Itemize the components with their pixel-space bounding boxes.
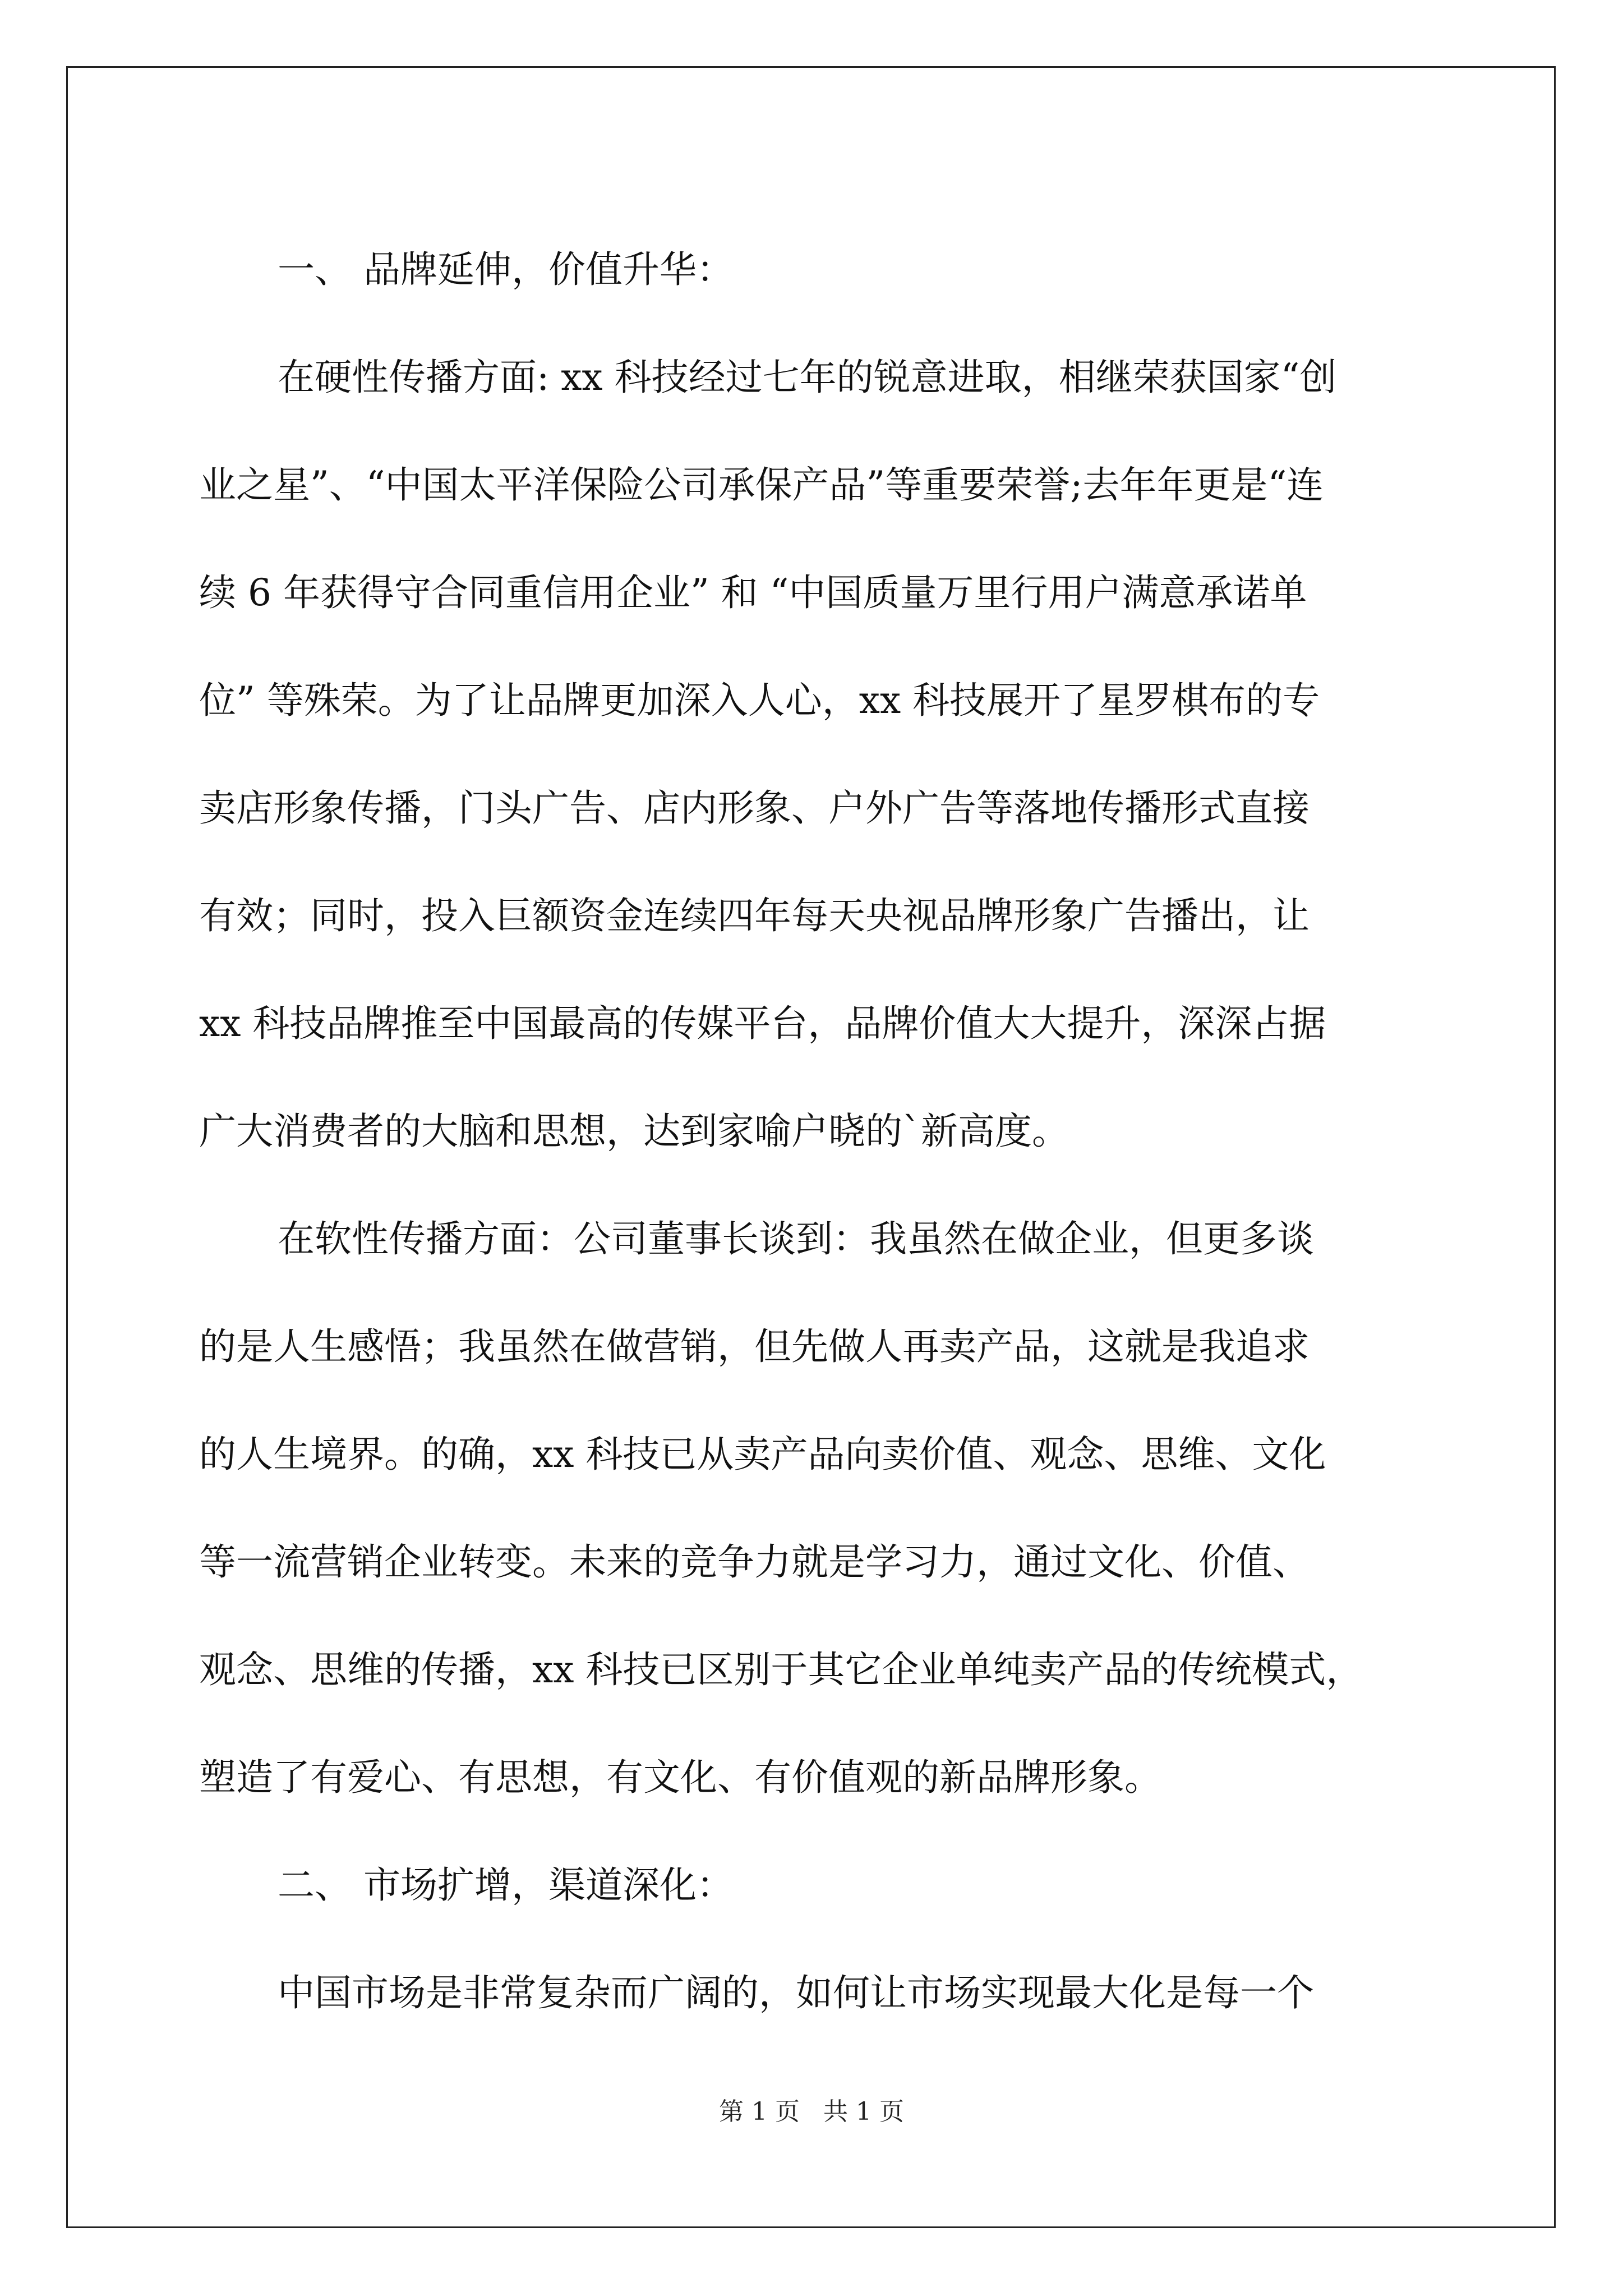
section-heading-1: 一、 品牌延伸，价值升华： xyxy=(278,248,734,291)
page-footer xyxy=(0,2095,1623,2129)
section-heading-2: 二、 市场扩增，渠道深化： xyxy=(278,1864,734,1907)
page-total: 共 1 页 xyxy=(823,2097,904,2126)
paragraph-line: 的是人生感悟；我虽然在做营销，但先做人再卖产品，这就是我追求 xyxy=(199,1325,1310,1368)
paragraph-line: 有效；同时，投入巨额资金连续四年每天央视品牌形象广告播出，让 xyxy=(199,894,1310,937)
paragraph-line: 等一流营销企业转变。未来的竞争力就是学习力，通过文化、价值、 xyxy=(199,1540,1310,1584)
paragraph-line: 的人生境界。的确，xx 科技已从卖产品向卖价值、观念、思维、文化 xyxy=(199,1433,1326,1476)
paragraph-line: 业之星”、“中国太平洋保险公司承保产品”等重要荣誉;去年年更是“连 xyxy=(199,463,1324,507)
paragraph-line: 广大消费者的大脑和思想，达到家喻户晓的`新高度。 xyxy=(199,1110,1069,1153)
paragraph-line: 塑造了有爱心、有思想，有文化、有价值观的新品牌形象。 xyxy=(199,1756,1161,1799)
page-number: 第 1 页 xyxy=(719,2097,800,2126)
paragraph-line: 中国市场是非常复杂而广阔的，如何让市场实现最大化是每一个 xyxy=(278,1971,1314,2014)
paragraph-line: 在硬性传播方面: xx 科技经过七年的锐意进取，相继荣获国家“创 xyxy=(278,356,1337,399)
paragraph-line: 观念、思维的传播，xx 科技已区别于其它企业单纯卖产品的传统模式， xyxy=(199,1648,1363,1691)
paragraph-line: 位” 等殊荣。为了让品牌更加深入人心，xx 科技展开了星罗棋布的专 xyxy=(199,679,1320,722)
paragraph-line: 在软性传播方面：公司董事长谈到：我虽然在做企业，但更多谈 xyxy=(278,1217,1314,1260)
document-body xyxy=(199,216,1422,2047)
paragraph-line: 续 6 年获得守合同重信用企业” 和 “中国质量万里行用户满意承诺单 xyxy=(199,571,1307,614)
paragraph-line: 卖店形象传播，门头广告、店内形象、户外广告等落地传播形式直接 xyxy=(199,786,1310,830)
paragraph-line: xx 科技品牌推至中国最高的传媒平台，品牌价值大大提升，深深占据 xyxy=(199,1002,1326,1045)
